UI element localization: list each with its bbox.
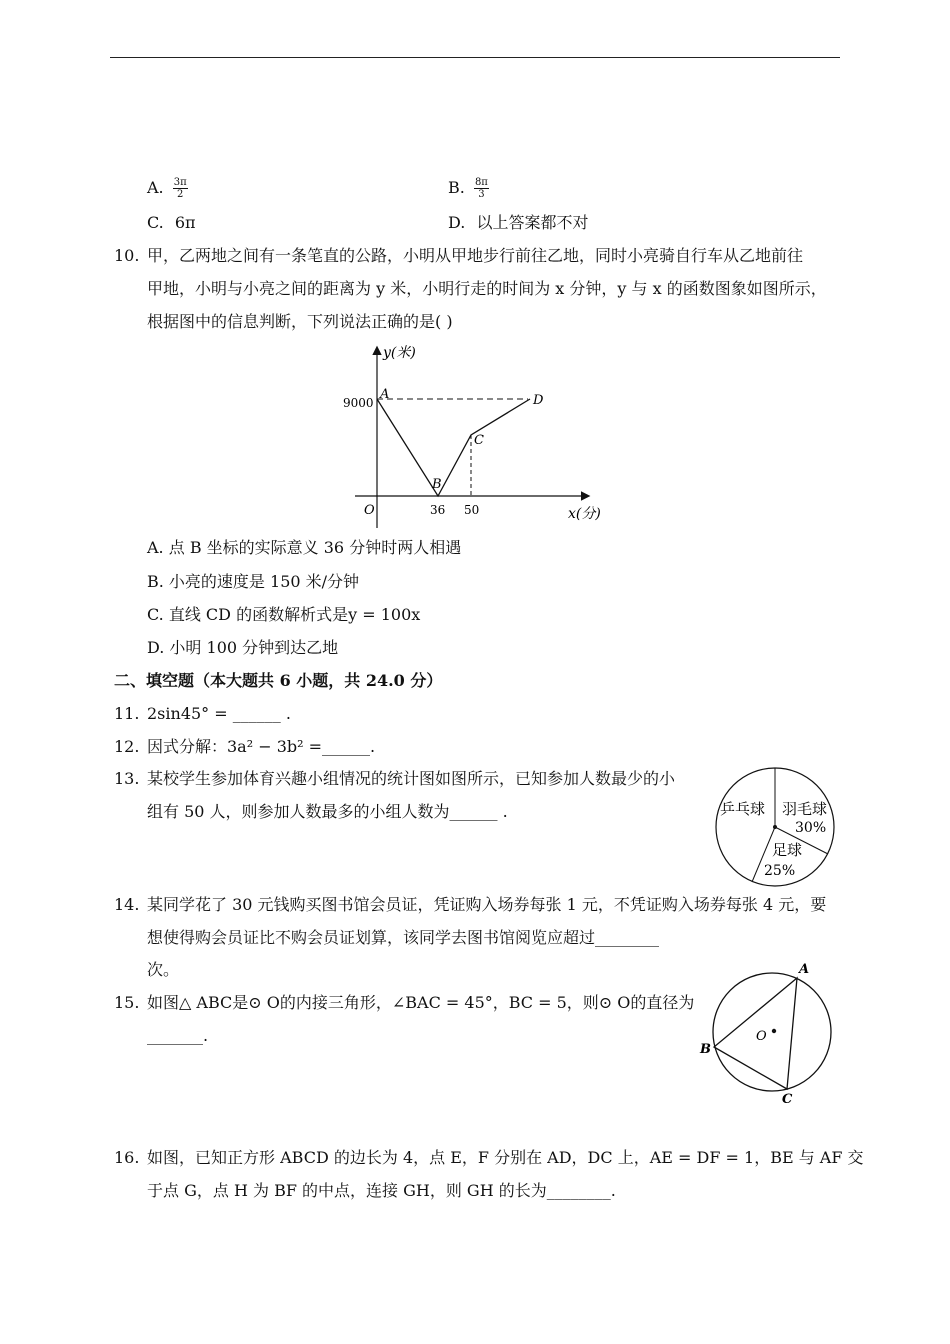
pie-pct-football: 25% [764, 863, 796, 879]
q13-line-1: 某校学生参加体育兴趣小组情况的统计图如图所示，已知参加人数最少的小 [147, 769, 676, 788]
q10-number: 10. [114, 246, 140, 265]
q10-line-1: 甲，乙两地之间有一条笔直的公路，小明从甲地步行前往乙地，同时小亮骑自行车从乙地前往 [147, 246, 804, 265]
q10-option-d: D. 小明 100 分钟到达乙地 [147, 638, 339, 657]
pie-label-badminton: 羽毛球 [782, 800, 828, 818]
q13-line-2: 组有 50 人，则参加人数最多的小组人数为______ . [147, 802, 508, 821]
q11-text: 2sin45° = ______ . [147, 704, 291, 723]
x-tick-50: 50 [464, 503, 480, 517]
q10-option-a: A. 点 B 坐标的实际意义 36 分钟时两人相遇 [147, 538, 462, 557]
point-d-label: D [533, 393, 544, 408]
q14-line-1: 某同学花了 30 元钱购买图书馆会员证，凭证购入场券每张 1 元，不凭证购入场券每张 4 元，要 [147, 895, 827, 914]
center-dot [772, 1029, 776, 1033]
q14-number: 14. [114, 895, 140, 914]
function-graph [330, 340, 620, 530]
q13-number: 13. [114, 769, 140, 788]
label-b: B [700, 1042, 711, 1057]
q10-option-b: B. 小亮的速度是 150 米/分钟 [147, 572, 360, 591]
q15-number: 15. [114, 993, 140, 1012]
pie-center [773, 825, 777, 829]
q15-line-1: 如图△ ABC是⊙ O的内接三角形，∠BAC = 45°，BC = 5，则⊙ O的直径为 [147, 993, 695, 1012]
q14-line-3: 次。 [147, 960, 180, 979]
graph-polyline [377, 399, 530, 496]
point-c-label: C [474, 433, 484, 448]
point-b-label: B [432, 477, 442, 492]
y-tick-9000: 9000 [343, 396, 374, 410]
pie-chart [712, 764, 842, 890]
q9-option-a: A. $\frac{3\pi}{2}$ [147, 177, 187, 200]
q9-option-b: B. $\frac{8\pi}{3}$ [448, 177, 488, 200]
pie-pct-badminton: 30% [795, 820, 827, 836]
q14-line-2: 想使得购会员证比不购会员证划算，该同学去图书馆阅览应超过________ [147, 928, 660, 947]
q12-number: 12. [114, 737, 140, 756]
x-axis-label: x(分) [568, 506, 601, 522]
q16-line-1: 如图，已知正方形 ABCD 的边长为 4，点 E，F 分别在 AD，DC 上，AE = DF = 1，BE 与 AF 交 [147, 1148, 864, 1167]
q16-line-2: 于点 G，点 H 为 BF 的中点，连接 GH，则 GH 的长为________. [147, 1181, 616, 1200]
header-rule [110, 57, 840, 58]
fraction: $\frac{3\pi}{2}$ [173, 177, 187, 200]
label-o: O [756, 1029, 767, 1044]
q12-text: 因式分解：3a² − 3b² =______. [147, 737, 376, 756]
y-axis-label: y(米) [383, 345, 416, 361]
fraction: $\frac{8\pi}{3}$ [474, 177, 488, 200]
q10-option-c: C. 直线 CD 的函数解析式是y = 100x [147, 605, 421, 624]
q15-line-2: _______. [147, 1026, 209, 1045]
point-a-label: A [380, 387, 390, 402]
q11-number: 11. [114, 704, 140, 723]
q10-line-3: 根据图中的信息判断，下列说法正确的是( ) [147, 312, 453, 331]
circle-o [713, 973, 831, 1091]
x-tick-36: 36 [430, 503, 446, 517]
q9-option-d: D. 以上答案都不对 [448, 213, 589, 232]
label-c: C [782, 1092, 793, 1107]
pie-label-pingpong: 乒乓球 [720, 800, 766, 818]
q16-number: 16. [114, 1148, 140, 1167]
q10-line-2: 甲地，小明与小亮之间的距离为 y 米，小明行走的时间为 x 分钟，y 与 x 的函数图象如图所示， [147, 279, 827, 298]
q9-option-c: C. 6π [147, 213, 196, 232]
label-a: A [799, 962, 810, 977]
section-title: 二、填空题（本大题共 6 小题，共 24.0 分） [114, 671, 443, 690]
origin-label: O [364, 503, 375, 518]
pie-label-football: 足球 [772, 841, 803, 859]
inscribed-triangle-figure [698, 958, 844, 1108]
